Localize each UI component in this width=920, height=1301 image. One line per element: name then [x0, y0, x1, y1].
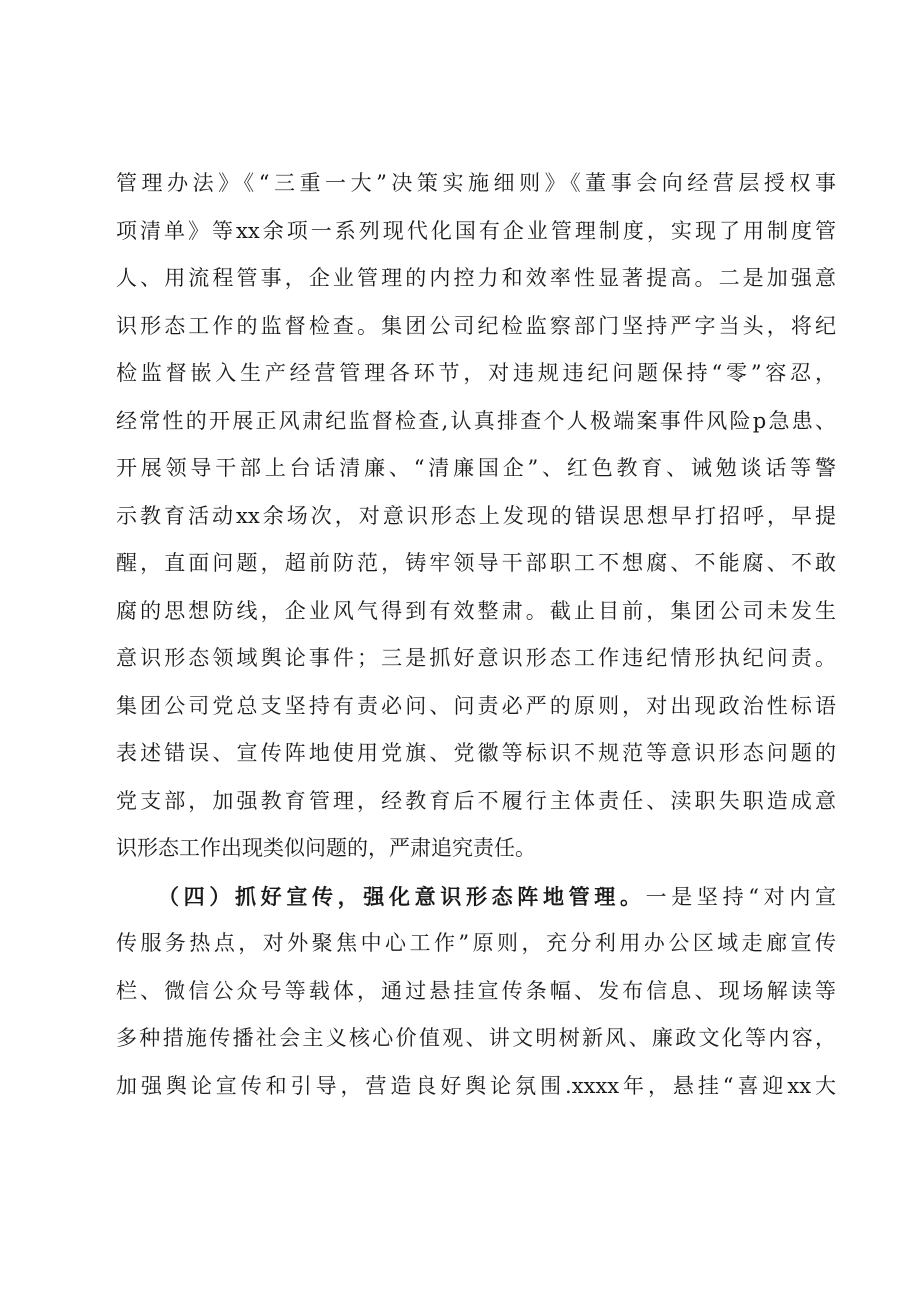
text-line: 意识形态领域舆论事件；三是抓好意识形态工作违纪情形执纪问责。 [116, 646, 836, 670]
section-4-first-line-text: 一是坚持“对内宣 [645, 884, 836, 909]
text-line: 表述错误、宣传阵地使用党旗、党徽等标识不规范等意识形态问题的 [116, 741, 836, 765]
section-4-heading: （四）抓好宣传，强化意识形态阵地管理。 [158, 883, 646, 909]
text-line: 检监督嵌入生产经营管理各环节，对违规违纪问题保持“零”容忍， [116, 361, 836, 385]
text-line: 管理办法》《“三重一大”决策实施细则》《董事会向经营层授权事 [116, 171, 836, 195]
text-line: 识形态工作出现类似问题的，严肃追究责任。 [116, 836, 536, 860]
text-line: 党支部，加强教育管理，经教育后不履行主体责任、渎职失职造成意 [116, 788, 836, 813]
text-line: 栏、微信公众号等载体，通过悬挂宣传条幅、发布信息、现场解读等 [116, 978, 836, 1003]
text-line: 开展领导干部上台话清廉、“清廉国企”、红色教育、诫勉谈话等警 [116, 456, 836, 480]
text-line: 识形态工作的监督检查。集团公司纪检监察部门坚持严字当头，将纪 [116, 313, 836, 338]
text-line: 示教育活动xx余场次，对意识形态上发现的错误思想早打招呼，早提 [116, 503, 836, 528]
text-line: 传服务热点，对外聚焦中心工作”原则，充分利用办公区域走廊宣传 [116, 931, 836, 955]
text-line: 经常性的开展正风肃纪监督检查,认真排查个人极端案事件风险p急患、 [116, 408, 836, 433]
text-line: 多种措施传播社会主义核心价值观、讲文明树新风、廉政文化等内容， [116, 1026, 836, 1050]
text-line: 醒，直面问题，超前防范，铸牢领导干部职工不想腐、不能腐、不敢 [116, 551, 836, 575]
body-text [116, 160, 836, 1110]
text-line: 项清单》等xx余项一系列现代化国有企业管理制度，实现了用制度管 [116, 218, 836, 243]
text-line: 腐的思想防线，企业风气得到有效整肃。截止目前，集团公司未发生 [116, 598, 836, 623]
text-line: 加强舆论宣传和引导，营造良好舆论氛围.xxxx年，悬挂“喜迎xx大 [116, 1073, 836, 1098]
text-line: 人、用流程管事，企业管理的内控力和效率性显著提高。二是加强意 [116, 266, 836, 290]
section-4-first-line [116, 873, 836, 921]
text-line: 集团公司党总支坚持有责必问、问责必严的原则，对出现政治性标语 [116, 693, 836, 718]
